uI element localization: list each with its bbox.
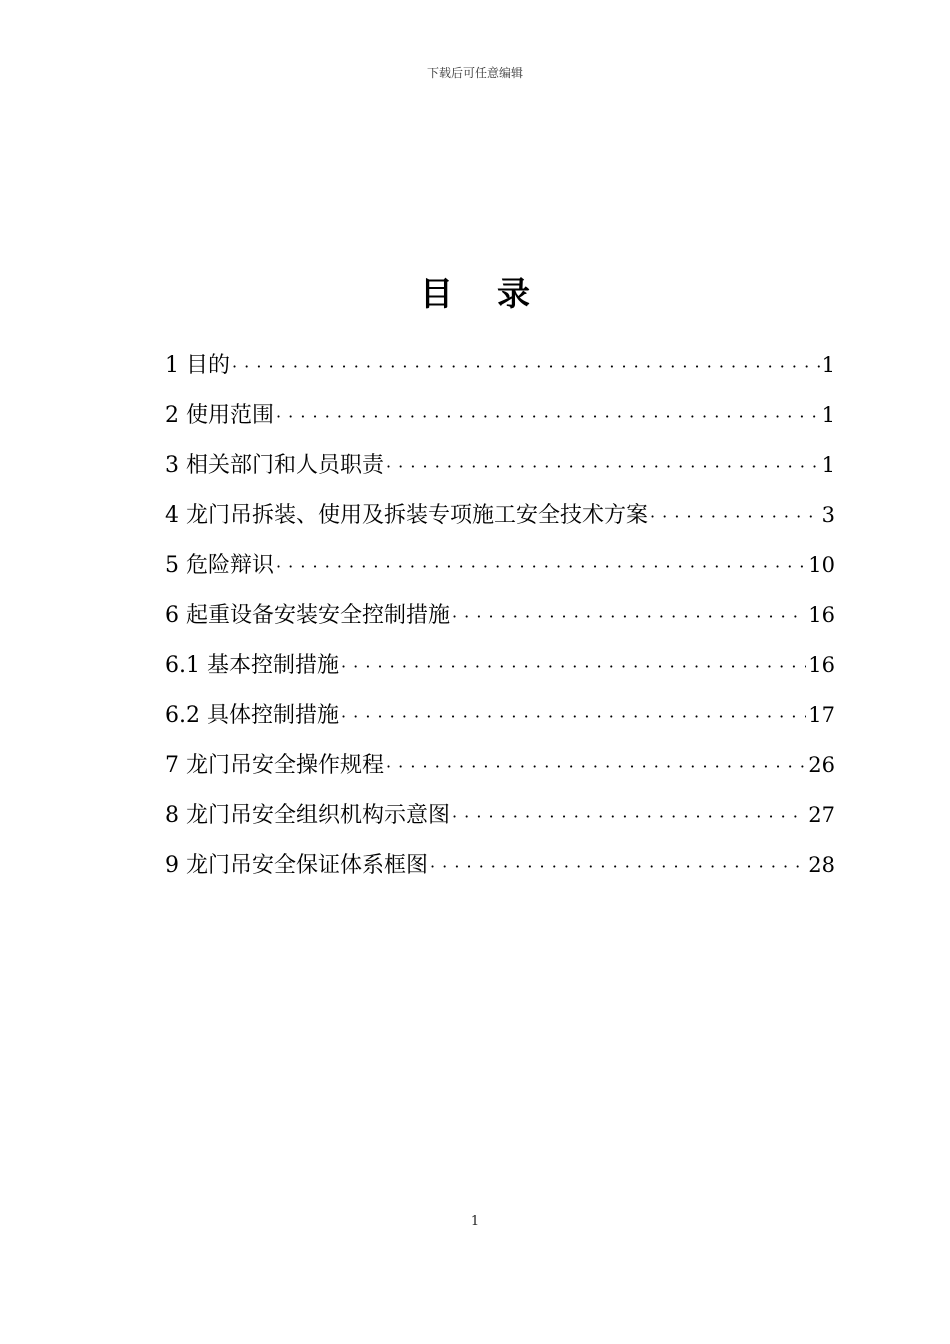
toc-entry-page: 28 — [808, 853, 835, 877]
toc-entry[interactable] — [165, 595, 835, 645]
toc-entry-label: 6.1 基本控制措施 — [165, 653, 339, 678]
toc-entry-label: 8 龙门吊安全组织机构示意图 — [165, 803, 450, 828]
toc-entry-label: 1 目的 — [165, 353, 230, 378]
toc-dot-leader — [430, 847, 806, 887]
toc-dot-leader — [452, 797, 806, 837]
toc-entry-page: 27 — [808, 803, 835, 827]
page-header-note: 下载后可任意编辑 — [426, 66, 523, 80]
toc-dot-leader — [276, 397, 820, 437]
toc-title: 目录 — [420, 274, 574, 313]
toc-entry[interactable] — [165, 495, 835, 545]
toc-entry-page: 16 — [808, 653, 835, 677]
toc-entry[interactable] — [165, 845, 835, 895]
toc-entry[interactable] — [165, 695, 835, 745]
toc-dot-leader — [452, 597, 806, 637]
toc-entry-page: 1 — [821, 453, 835, 477]
toc-entry[interactable] — [165, 645, 835, 695]
toc-entry-label: 2 使用范围 — [165, 403, 274, 428]
table-of-contents — [165, 345, 835, 895]
toc-entry-page: 10 — [808, 553, 835, 577]
toc-dot-leader — [341, 697, 806, 737]
toc-entry[interactable] — [165, 795, 835, 845]
toc-entry-label: 9 龙门吊安全保证体系框图 — [165, 853, 428, 878]
toc-entry-page: 26 — [808, 753, 835, 777]
toc-entry-page: 1 — [821, 353, 835, 377]
toc-entry-label: 7 龙门吊安全操作规程 — [165, 753, 384, 778]
toc-entry[interactable] — [165, 395, 835, 445]
toc-entry-label: 6 起重设备安装安全控制措施 — [165, 603, 450, 628]
toc-dot-leader — [276, 547, 806, 587]
toc-entry[interactable] — [165, 745, 835, 795]
toc-dot-leader — [650, 497, 820, 537]
toc-entry-label: 4 龙门吊拆装、使用及拆装专项施工安全技术方案 — [165, 503, 648, 528]
toc-entry-page: 17 — [808, 703, 835, 727]
toc-entry[interactable] — [165, 545, 835, 595]
toc-dot-leader — [232, 347, 820, 387]
toc-entry-page: 16 — [808, 603, 835, 627]
toc-dot-leader — [386, 747, 806, 787]
toc-entry-page: 3 — [821, 503, 835, 527]
page-number: 1 — [470, 1214, 480, 1229]
toc-entry-label: 6.2 具体控制措施 — [165, 703, 339, 728]
toc-entry-label: 5 危险辩识 — [165, 553, 274, 578]
toc-entry[interactable] — [165, 445, 835, 495]
toc-dot-leader — [386, 447, 820, 487]
toc-entry[interactable] — [165, 345, 835, 395]
toc-dot-leader — [341, 647, 806, 687]
toc-entry-label: 3 相关部门和人员职责 — [165, 453, 384, 478]
toc-entry-page: 1 — [821, 403, 835, 427]
